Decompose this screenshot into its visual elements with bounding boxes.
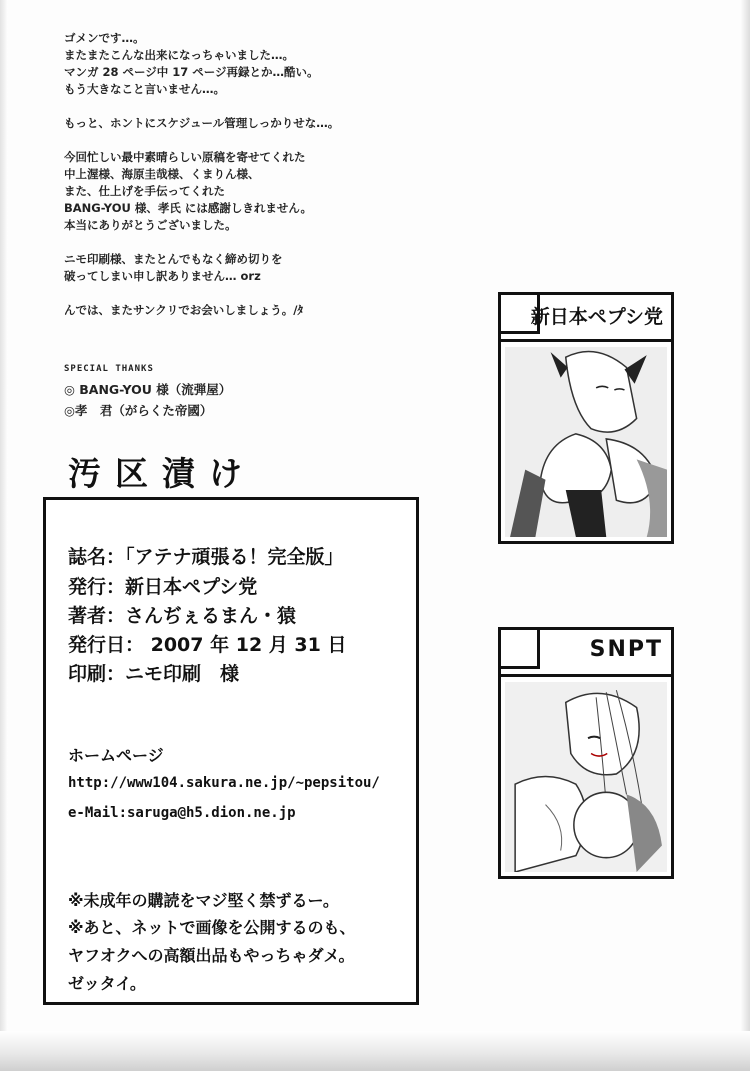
card-header — [501, 630, 671, 677]
afterword-line: BANG-YOU 様、孝氏 には感謝しきれません。 — [64, 201, 313, 215]
card-illustration — [505, 347, 667, 537]
circle-name-heading: 汚区漬け — [68, 454, 256, 493]
email-address[interactable]: e-Mail:saruga@h5.dion.ne.jp — [68, 805, 296, 821]
special-thanks-title: SPECIAL THANKS — [64, 364, 154, 374]
card-illustration — [505, 682, 667, 872]
afterword-line: マンガ 28 ページ中 17 ページ再録とか…酷い。 — [64, 65, 319, 79]
afterword-line: またまたこんな出来になっちゃいました…。 — [64, 48, 294, 62]
afterword-line: 本当にありがとうございました。 — [64, 218, 237, 232]
afterword-line: もう大きなこと言いません…。 — [64, 82, 225, 96]
afterword-line: んでは、またサンクリでお会いしましょう。/ﾀ — [64, 303, 304, 317]
afterword-line: ゴメンです…。 — [64, 31, 145, 45]
afterword-line: 破ってしまい申し訳ありません… orz — [64, 269, 261, 283]
homepage-label: ホームページ — [68, 746, 164, 765]
notice-line: ヤフオクへの高額出品もやっちゃダメ。 — [68, 946, 355, 965]
special-thanks-item: ◎ BANG-YOU 様（流弾屋） — [64, 382, 232, 397]
card-label: SNPT — [589, 637, 663, 662]
afterword-line: 中上渥様、海原圭哉様、くまりん様、 — [64, 167, 260, 181]
circle-card-2 — [498, 627, 674, 879]
notice-line: ※あと、ネットで画像を公開するのも、 — [68, 918, 356, 937]
afterword-gap — [64, 285, 464, 302]
special-thanks-item: ◎孝 君（がらくた帝國） — [64, 403, 213, 418]
illustration-sketch — [505, 347, 667, 537]
colophon-author: 著者：さんぢぇるまん・猿 — [68, 605, 297, 627]
afterword-line: また、仕上げを手伝ってくれた — [64, 184, 225, 198]
afterword-text — [64, 30, 464, 319]
card-label: 新日本ペプシ党 — [530, 306, 663, 328]
colophon-date: 発行日： 2007 年 12 月 31 日 — [68, 634, 347, 656]
afterword-line: 今回忙しい最中素晴らしい原稿を寄せてくれた — [64, 150, 306, 164]
illustration-sketch — [505, 682, 667, 872]
colophon-printer: 印刷：ニモ印刷 様 — [68, 663, 240, 685]
circle-card-1 — [498, 292, 674, 544]
colophon-title: 誌名：「アテナ頑張る！完全版」 — [68, 546, 344, 568]
colophon-publisher: 発行：新日本ペプシ党 — [68, 576, 258, 598]
notice-line: ※未成年の購読をマジ堅く禁ずるー。 — [68, 891, 339, 910]
notice-line: ゼッタイ。 — [68, 974, 146, 993]
colophon-box — [43, 497, 419, 1005]
afterword-gap — [64, 132, 464, 149]
card-header — [501, 295, 671, 342]
homepage-url[interactable]: http://www104.sakura.ne.jp/~pepsitou/ — [68, 775, 380, 791]
page-edge-left — [0, 0, 8, 1071]
afterword-line: ニモ印刷様、またとんでもなく締め切りを — [64, 252, 283, 266]
page-edge-bottom — [0, 1031, 750, 1071]
afterword-line: もっと、ホントにスケジュール管理しっかりせな…。 — [64, 116, 340, 130]
afterword-gap — [64, 234, 464, 251]
card-checkbox — [501, 630, 540, 669]
afterword-gap — [64, 98, 464, 115]
page-edge-right — [740, 0, 750, 1071]
